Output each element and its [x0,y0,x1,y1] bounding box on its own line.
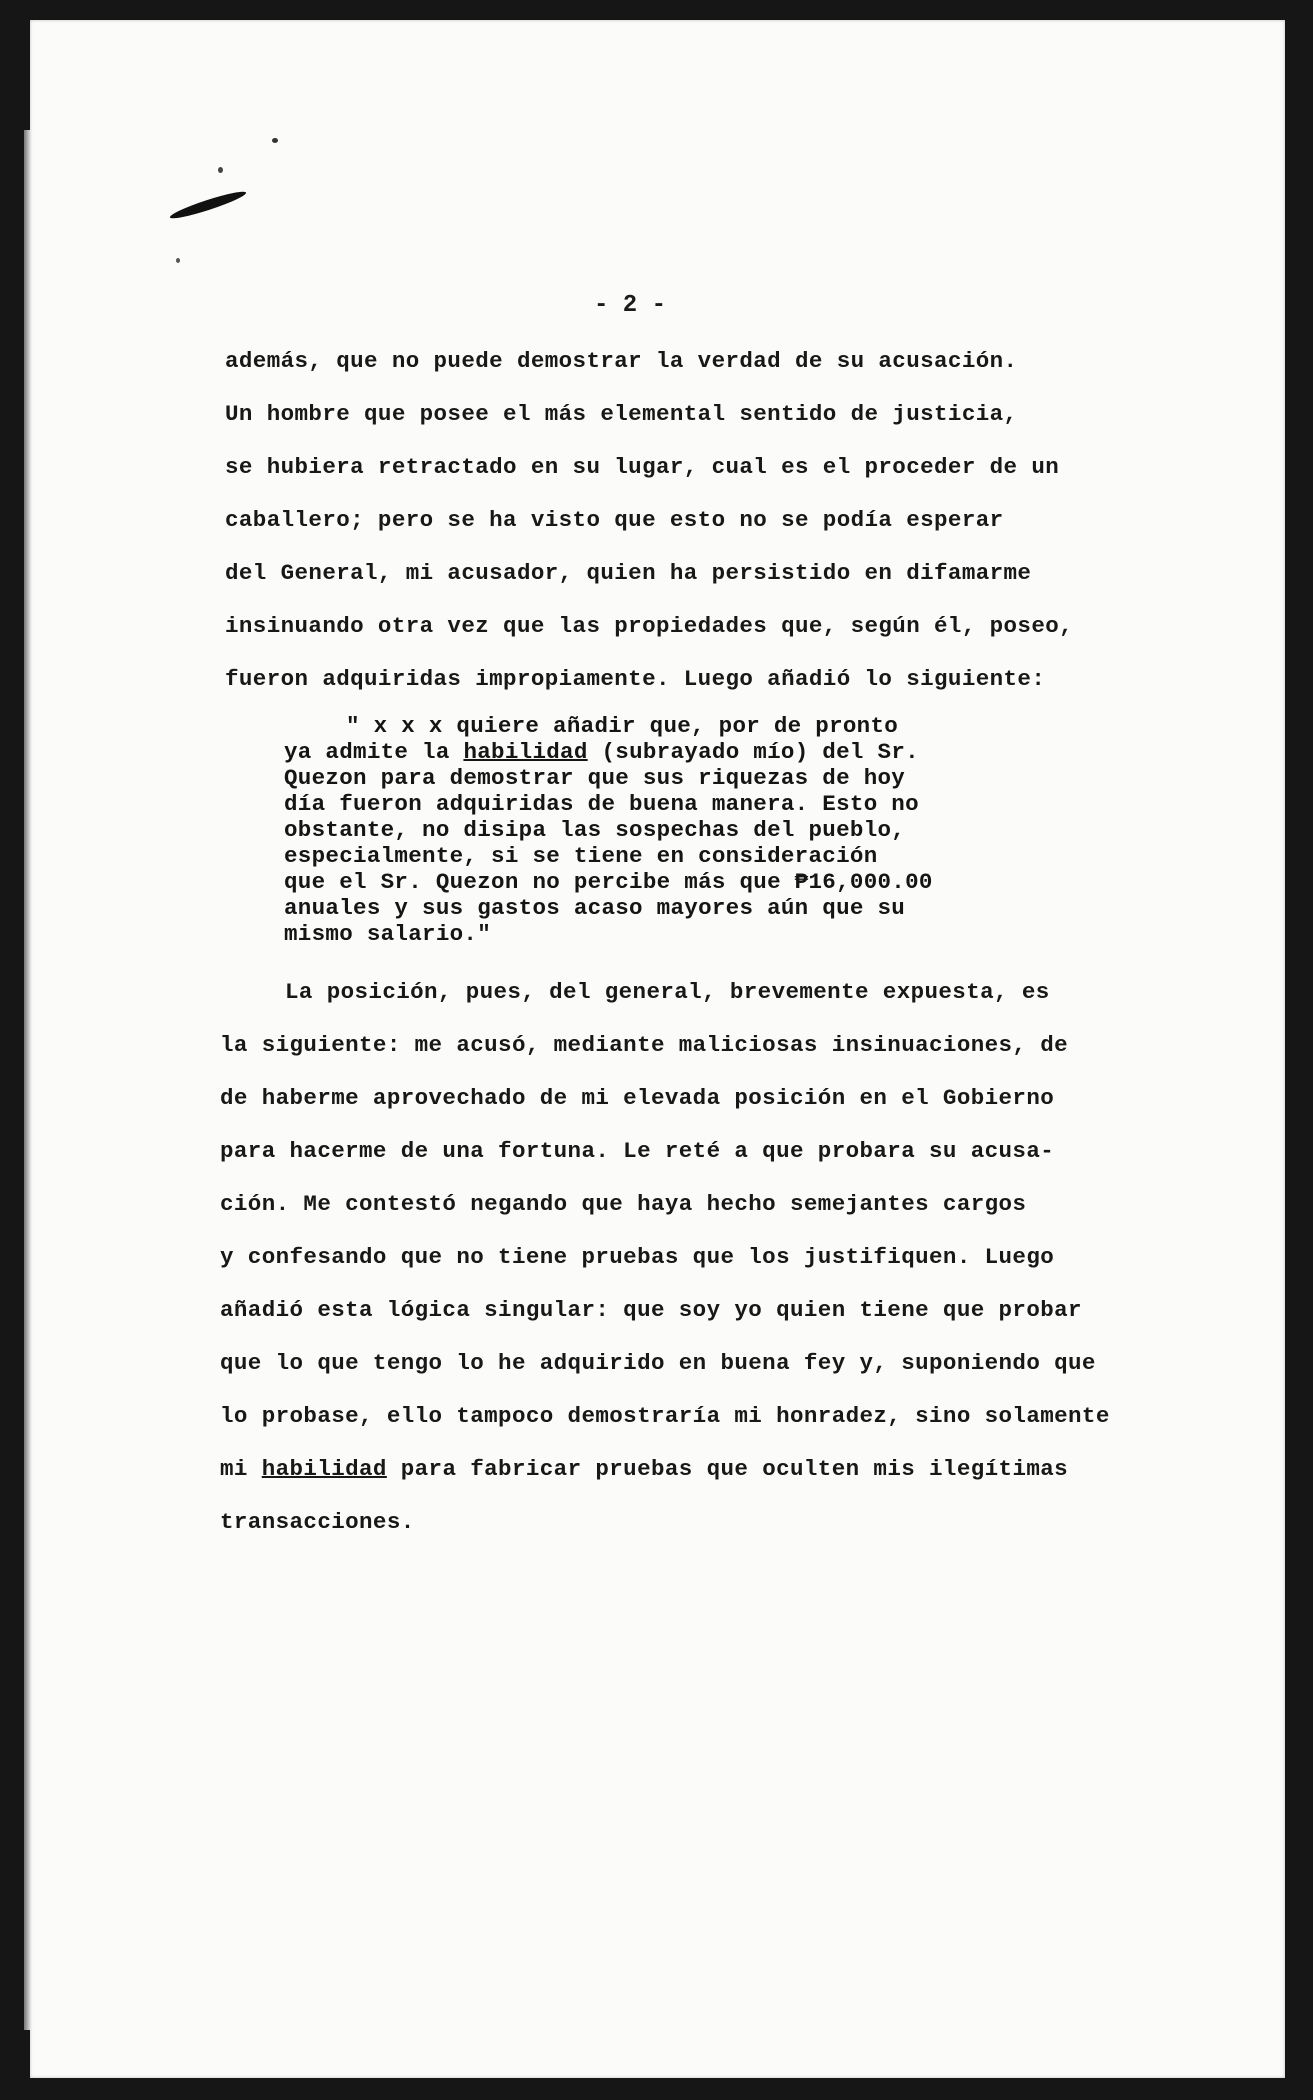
quote-line: especialmente, si se tiene en consideración [284,843,878,869]
text-line: y confesando que no tiene pruebas que los justifiquen. Luego [220,1244,1055,1270]
page-number: - 2 - [593,292,666,319]
quote-line: mismo salario." [284,921,492,947]
text-line [220,1443,1220,1496]
text-line: fueron adquiridas impropiamente. Luego añadió lo siguiente: [225,666,1046,692]
text-line: se hubiera retractado en su lugar, cual es el proceder de un [225,454,1060,480]
quote-line [284,713,1044,739]
quote-line: anuales y sus gastos acaso mayores aún que su [284,895,906,921]
block-quote [284,713,1044,947]
quote-text: " x x x quiere añadir que, por de pronto [346,713,899,739]
ink-dot [176,258,180,263]
text-line: de haberme aprovechado de mi elevada posición en el Gobierno [220,1085,1055,1111]
line-text: mi [220,1456,262,1482]
text-line: insinuando otra vez que las propiedades que, según él, poseo, [225,613,1074,639]
ink-dot [272,138,278,143]
text-line: la siguiente: me acusó, mediante maliciosas insinuaciones, de [220,1032,1069,1058]
line-text: para fabricar pruebas que oculten mis ilegítimas [386,1456,1069,1482]
quote-line [284,739,1044,765]
quote-line: día fueron adquiridas de buena manera. Esto no [284,791,919,817]
quote-text: ya admite la [284,739,464,765]
text-line: ción. Me contestó negando que haya hecho semejantes cargos [220,1191,1027,1217]
paragraph-2 [220,966,1220,1549]
text-line: añadió esta lógica singular: que soy yo quien tiene que probar [220,1297,1082,1323]
quote-line: que el Sr. Quezon no percibe más que ₱16,000.00 [284,869,933,895]
text-line: lo probase, ello tampoco demostraría mi honradez, sino solamente [220,1403,1110,1429]
text-line: además, que no puede demostrar la verdad de su acusación. [225,348,1018,374]
underlined-word: habilidad [261,1456,387,1482]
quote-text: (subrayado mío) del Sr. [587,739,919,765]
underlined-word: habilidad [463,739,588,765]
text-line: transacciones. [220,1509,415,1535]
text-line: Un hombre que posee el más elemental sentido de justicia, [225,401,1018,427]
text-line: La posición, pues, del general, brevemente expuesta, es [285,979,1050,1005]
text-line: que lo que tengo lo he adquirido en buena fey y, suponiendo que [220,1350,1096,1376]
text-line: caballero; pero se ha visto que esto no se podía esperar [225,507,1004,533]
quote-line: obstante, no disipa las sospechas del pueblo, [284,817,906,843]
text-line: para hacerme de una fortuna. Le reté a que probara su acusa- [220,1138,1055,1164]
text-line: del General, mi acusador, quien ha persistido en difamarme [225,560,1032,586]
quote-line: Quezon para demostrar que sus riquezas de hoy [284,765,906,791]
ink-dot [218,167,223,173]
paragraph-1 [225,335,1185,706]
